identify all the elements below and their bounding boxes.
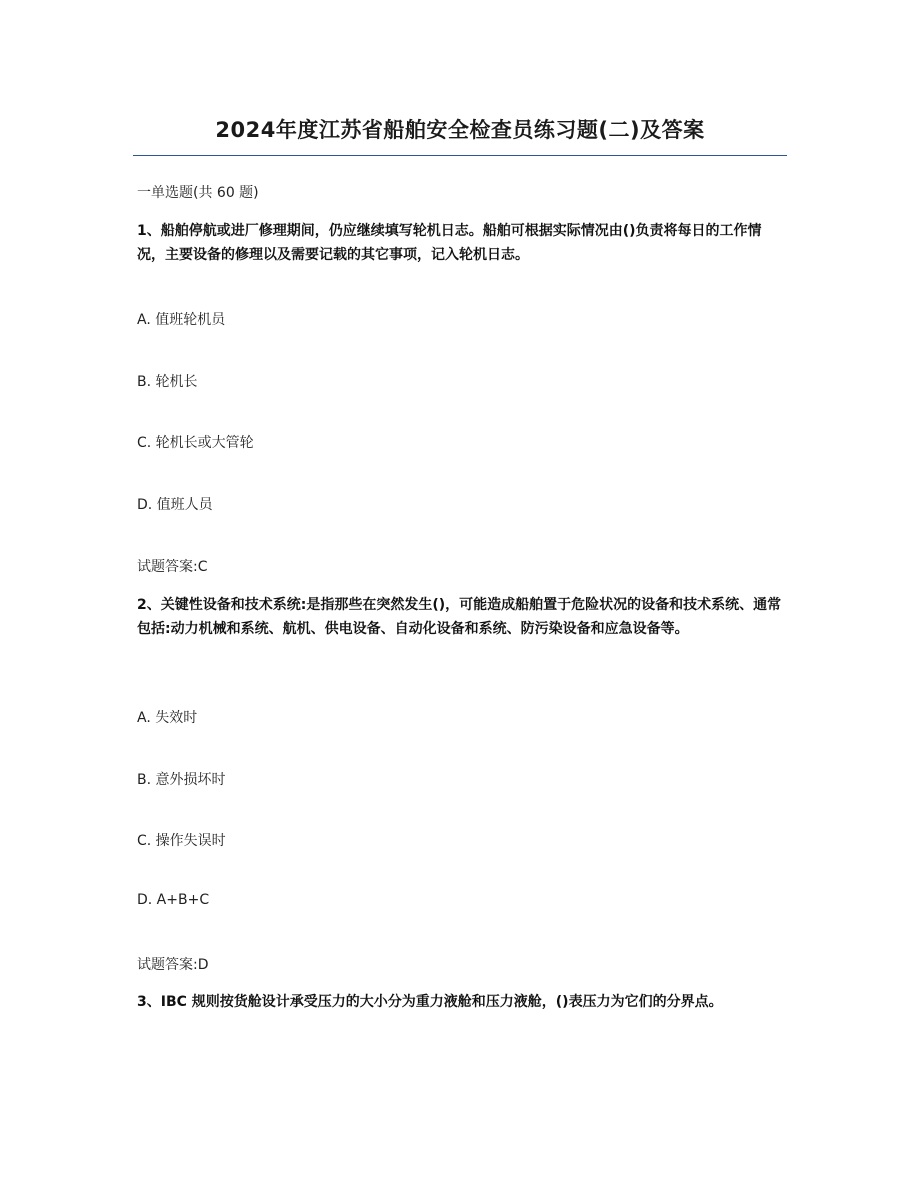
question-3-text: 3、IBC 规则按货舱设计承受压力的大小分为重力液舱和压力液舱，()表压力为它们的分界点。: [137, 994, 723, 1010]
section-heading: 一单选题(共 60 题): [137, 185, 259, 201]
question-2-option-a: A. 失效时: [137, 710, 198, 726]
question-2-answer: 试题答案:D: [137, 957, 209, 973]
question-1-option-d: D. 值班人员: [137, 497, 213, 513]
question-2-option-d: D. A+B+C: [137, 892, 210, 908]
question-1-option-b: B. 轮机长: [137, 374, 198, 390]
question-1-answer: 试题答案:C: [137, 559, 208, 575]
question-1-text: 1、船舶停航或进厂修理期间，仍应继续填写轮机日志。船舶可根据实际情况由()负责将每日的工作情况，主要设备的修理以及需要记载的其它事项，记入轮机日志。: [137, 223, 762, 263]
question-2-option-c: C. 操作失误时: [137, 833, 226, 849]
question-1-option-a: A. 值班轮机员: [137, 312, 226, 328]
question-2-text: 2、关键性设备和技术系统:是指那些在突然发生()，可能造成船舶置于危险状况的设备和技术系统、通常包括:动力机械和系统、航机、供电设备、自动化设备和系统、防污染设备和应急设备等。: [137, 597, 782, 637]
document-title: 2024年度江苏省船舶安全检查员练习题(二)及答案: [215, 118, 705, 142]
title-underline: [133, 155, 787, 156]
question-2-option-b: B. 意外损坏时: [137, 772, 226, 788]
question-1-option-c: C. 轮机长或大管轮: [137, 435, 254, 451]
